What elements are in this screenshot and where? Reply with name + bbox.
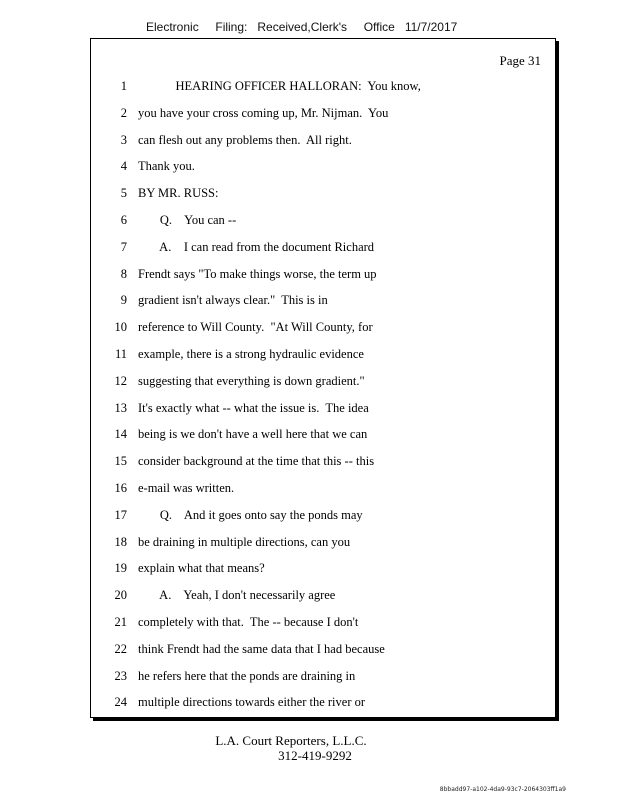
line-number: 24 [114, 695, 127, 710]
transcript-line [91, 535, 555, 555]
transcript-line [91, 186, 555, 206]
line-number: 11 [114, 347, 127, 361]
line-text: Thank you. [138, 159, 195, 174]
transcript-line [91, 642, 555, 662]
line-number: 5 [120, 186, 127, 201]
line-number: 14 [114, 427, 127, 442]
line-text: Frendt says "To make things worse, the term up [138, 266, 377, 281]
line-text: e-mail was written. [138, 481, 235, 495]
transcript-line [91, 133, 555, 153]
transcript-line [91, 374, 555, 394]
transcript-line [91, 401, 555, 421]
line-text: Q. And it goes onto say the ponds may [138, 507, 363, 522]
line-number: 2 [120, 105, 127, 120]
transcript-line [91, 267, 555, 287]
line-text: gradient isn't always clear." This is in [138, 293, 328, 308]
line-number: 1 [120, 79, 127, 93]
line-number: 21 [114, 615, 127, 629]
line-number: 3 [120, 132, 127, 147]
line-number: 6 [120, 213, 127, 227]
line-text: consider background at the time that this -- this [138, 454, 375, 469]
line-number: 18 [114, 534, 127, 549]
line-text: can flesh out any problems then. All right. [138, 132, 352, 147]
document-hash: 8bbadd97-a102-4da9-93c7-2064303ff1a9 [439, 786, 566, 793]
line-number: 9 [120, 293, 127, 308]
line-number: 7 [120, 239, 127, 254]
line-number: 23 [114, 668, 127, 683]
transcript-line [91, 79, 555, 99]
transcript-line [91, 106, 555, 126]
footer-phone: 312-419-9292 [278, 748, 352, 763]
line-text: he refers here that the ponds are draining in [138, 668, 356, 683]
transcript-line [91, 159, 555, 179]
line-text: BY MR. RUSS: [138, 186, 219, 201]
transcript-line [91, 561, 555, 581]
line-text: suggesting that everything is down gradient." [138, 373, 365, 388]
line-text: HEARING OFFICER HALLORAN: You know, [138, 79, 421, 93]
line-number: 20 [114, 588, 127, 603]
line-number: 10 [114, 320, 127, 335]
footer-company: L.A. Court Reporters, L.L.C. [215, 733, 367, 748]
transcript-line [91, 588, 555, 608]
line-number: 17 [114, 507, 127, 522]
transcript-line [91, 293, 555, 313]
page-number: Page 31 [499, 53, 541, 68]
transcript-line [91, 427, 555, 447]
transcript-line [91, 669, 555, 689]
transcript-line [91, 213, 555, 233]
filing-stamp: Electronic Filing: Received,Clerk's Office 11/7/2017 [146, 20, 458, 34]
transcript-line [91, 320, 555, 340]
line-number: 4 [120, 159, 127, 174]
line-number: 8 [120, 266, 127, 281]
transcript-line [91, 240, 555, 260]
line-number: 22 [114, 641, 127, 656]
transcript-line [91, 347, 555, 367]
transcript-line [91, 615, 555, 635]
transcript-line [91, 481, 555, 501]
line-text: you have your cross coming up, Mr. Nijman. You [138, 105, 389, 120]
transcript-line [91, 695, 555, 715]
line-number: 19 [114, 561, 127, 576]
line-text: think Frendt had the same data that I had because [138, 641, 385, 656]
line-text: being is we don't have a well here that we can [138, 427, 368, 442]
line-text: A. Yeah, I don't necessarily agree [138, 588, 336, 603]
line-text: be draining in multiple directions, can you [138, 534, 351, 549]
line-text: It's exactly what -- what the issue is. The idea [138, 400, 369, 415]
transcript-line [91, 508, 555, 528]
line-number: 16 [114, 481, 127, 495]
line-text: multiple directions towards either the river or [138, 695, 366, 710]
transcript-line [91, 454, 555, 474]
line-number: 15 [114, 454, 127, 469]
line-text: example, there is a strong hydraulic evidence [138, 347, 364, 361]
line-text: Q. You can -- [138, 213, 237, 227]
line-text: A. I can read from the document Richard [138, 239, 375, 254]
transcript-page [90, 38, 556, 718]
line-text: explain what that means? [138, 561, 265, 576]
line-number: 13 [114, 400, 127, 415]
line-number: 12 [114, 373, 127, 388]
line-text: reference to Will County. "At Will County, for [138, 320, 373, 335]
line-text: completely with that. The -- because I don't [138, 615, 359, 629]
